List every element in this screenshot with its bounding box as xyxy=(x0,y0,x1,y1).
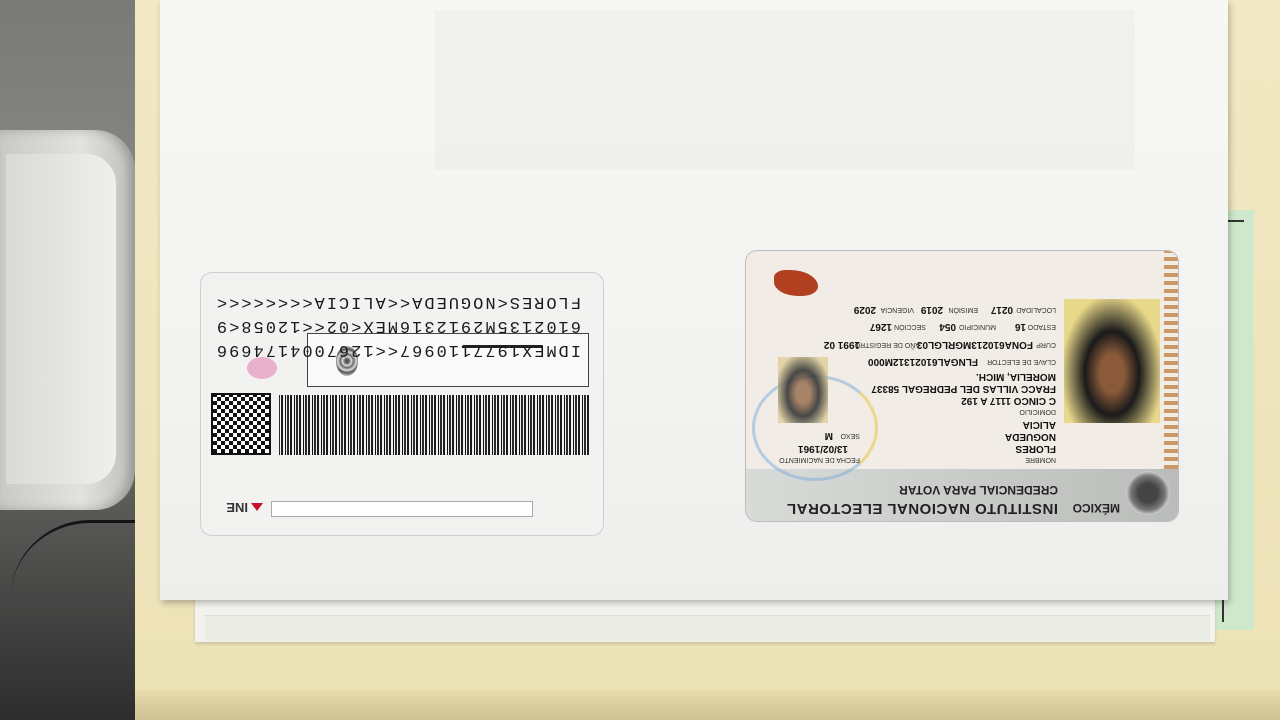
label-valid: VIGENCIA xyxy=(880,306,914,313)
registration-year: 1991 02 xyxy=(823,339,860,350)
issued: 2019 xyxy=(920,304,943,315)
surname-2: NOGUEDA xyxy=(1004,431,1056,442)
label-locality: LOCALIDAD xyxy=(1016,306,1056,313)
holder-photo xyxy=(1064,299,1160,423)
locality: 0217 xyxy=(990,304,1013,315)
qr-code xyxy=(211,393,271,455)
elector-key: FLNGAL61021312M000 xyxy=(867,356,978,367)
curp: FONA610213MGRLGL03 xyxy=(916,339,1033,350)
institute-name: INSTITUTO NACIONAL ELECTORAL xyxy=(786,500,1058,517)
address-line-3: MORELIA, MICH. xyxy=(976,371,1056,382)
id-card-back xyxy=(200,272,604,536)
label-section: SECCIÓN xyxy=(894,323,926,330)
label-name: NOMBRE xyxy=(1025,456,1056,463)
greek-border xyxy=(1164,251,1178,469)
dob: 13/02/1961 xyxy=(797,443,848,454)
section: 1267 xyxy=(869,321,892,332)
mrz-line-3: FLORES<NOGUEDA<<ALICIA<<<<<<<< xyxy=(214,292,581,311)
top-fields xyxy=(271,501,533,517)
chair-backrest xyxy=(0,130,135,510)
label-dob: FECHA DE NACIMIENTO xyxy=(779,456,860,463)
surname-1: FLORES xyxy=(1015,443,1056,454)
folder-edge xyxy=(135,690,1280,720)
mrz-line-2: 6102135M2912316MEX<02<<12058<9 xyxy=(214,316,581,335)
barcode xyxy=(279,395,589,455)
label-issued: EMISIÓN xyxy=(948,306,978,313)
sex: M xyxy=(824,430,833,441)
label-registration-year: AÑO DE REGISTRO xyxy=(854,341,920,348)
valid: 2029 xyxy=(853,304,876,315)
id-card-front xyxy=(745,250,1179,522)
state: 16 xyxy=(1014,321,1026,332)
address-line-2: FRACC VILLAS DEL PEDREGAL 58337 xyxy=(871,383,1056,394)
ine-logo: INE xyxy=(226,500,263,515)
country: MÉXICO xyxy=(1072,501,1120,515)
ghost-photo xyxy=(778,357,828,423)
given-name: ALICIA xyxy=(1022,419,1056,430)
label-state: ESTADO xyxy=(1027,323,1056,330)
label-elector-key: CLAVE DE ELECTOR xyxy=(987,358,1056,365)
label-curp: CURP xyxy=(1036,341,1056,348)
address-line-1: C CINCO 1117 A 192 xyxy=(961,395,1056,406)
sheet-under-2 xyxy=(205,615,1210,641)
seal-icon xyxy=(1126,471,1170,515)
label-address: DOMICILIO xyxy=(1019,408,1056,415)
municipality: 054 xyxy=(939,321,956,332)
mrz-line-1: IDMEX1977110967<<1267004174696 xyxy=(214,340,581,359)
document-type: CREDENCIAL PARA VOTAR xyxy=(899,483,1058,497)
label-municipality: MUNICIPIO xyxy=(959,323,996,330)
label-sex: SEXO xyxy=(840,432,860,439)
faded-print xyxy=(435,10,1135,170)
ine-arrow-icon xyxy=(251,503,263,511)
map-icon xyxy=(774,270,818,296)
